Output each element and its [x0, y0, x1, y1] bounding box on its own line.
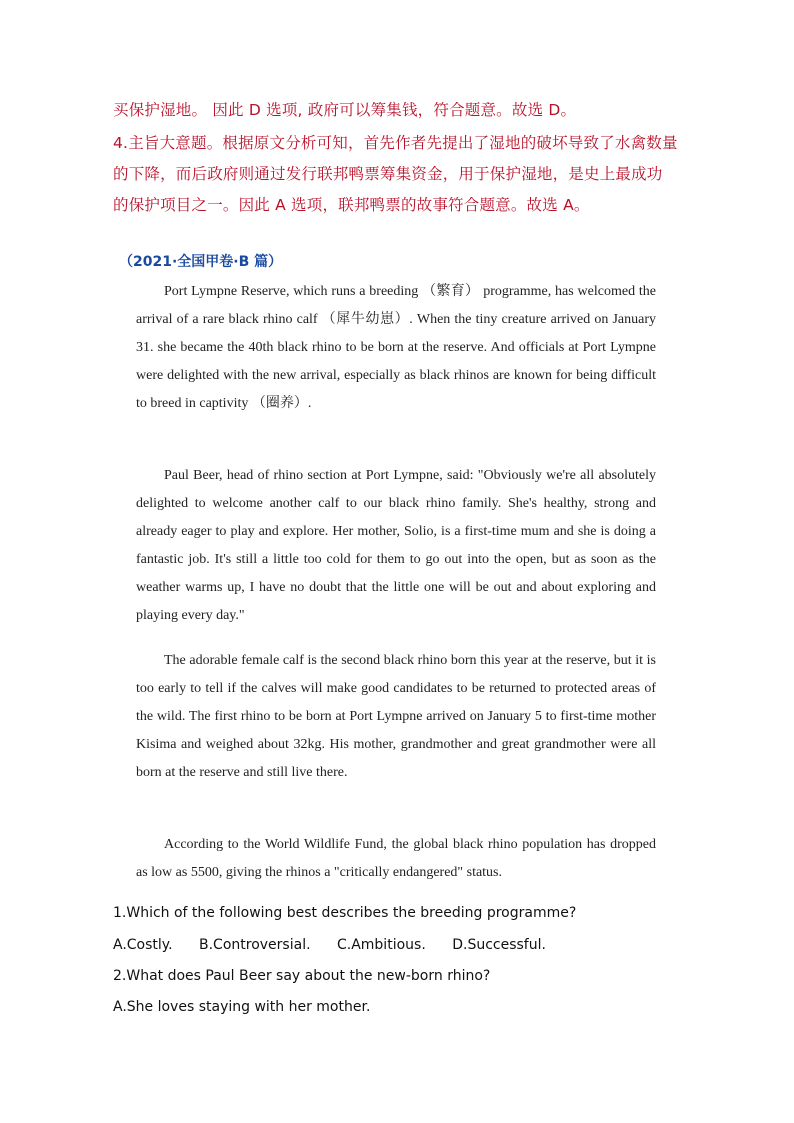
analysis-line-4: 的保护项目之一。因此 A 选项，联邦鸭票的故事符合题意。故选 A。	[113, 196, 590, 214]
paragraph-text: The adorable female calf is the second black rhino born this year at the reserve, but it is too early to tell if the calves will make good candidates to be returned to protected areas of the wild. The first rhino to be born at Port Lympne arrived on January 5 to first-time mother Kisima and weighed about 32kg. His mother, grandmother and great grandmother were all born at the reserve and still live there.	[136, 653, 656, 780]
analysis-line-3: 的下降，而后政府则通过发行联邦鸭票筹集资金，用于保护湿地，是史上最成功	[113, 165, 663, 183]
passage-paragraph-1	[136, 278, 656, 418]
question-1: 1.Which of the following best describes the breeding programme?	[113, 905, 577, 921]
analysis-line-1: 买保护湿地。 因此 D 选项, 政府可以筹集钱，符合题意。故选 D。	[113, 101, 577, 119]
passage-paragraph-3	[136, 647, 656, 787]
passage-paragraph-2	[136, 462, 656, 630]
question-1-options	[113, 935, 568, 955]
option-b[interactable]: B.Controversial.	[199, 937, 311, 953]
question-2-option-a[interactable]: A.She loves staying with her mother.	[113, 999, 371, 1015]
passage-paragraph-4	[136, 831, 656, 887]
section-title: （2021·全国甲卷·B 篇）	[119, 254, 283, 270]
analysis-line-2: 4.主旨大意题。根据原文分析可知，首先作者先提出了湿地的破坏导致了水禽数量	[113, 134, 678, 152]
paragraph-text: According to the World Wildlife Fund, the global black rhino population has dropped as low as 5500, giving the rhinos a "critically endangered" status.	[136, 837, 656, 880]
option-a[interactable]: A.Costly.	[113, 937, 173, 953]
option-c[interactable]: C.Ambitious.	[336, 937, 426, 953]
option-d[interactable]: D.Successful.	[452, 937, 546, 953]
paragraph-text: Paul Beer, head of rhino section at Port Lympne, said: "Obviously we're all absolutely delighted to welcome another calf to our black rhino family. She's healthy, strong and already eager to play and explore. Her mother, Solio, is a first-time mum and she is doing a fantastic job. It's still a little too cold for them to go out into the open, but as soon as the weather warms up, I have no doubt that the little one will be out and about exploring and playing every day."	[136, 468, 656, 623]
paragraph-text: Port Lympne Reserve, which runs a breeding （繁育） programme, has welcomed the arrival of a rare black rhino calf （犀牛幼崽）. When the tiny creature arrived on January 31. she became the 40th black rhino to be born at the reserve. And officials at Port Lympne were delighted with the new arrival, especially as black rhinos are known for being difficult to breed in captivity （圈养）.	[136, 284, 656, 411]
question-2: 2.What does Paul Beer say about the new-born rhino?	[113, 968, 491, 984]
